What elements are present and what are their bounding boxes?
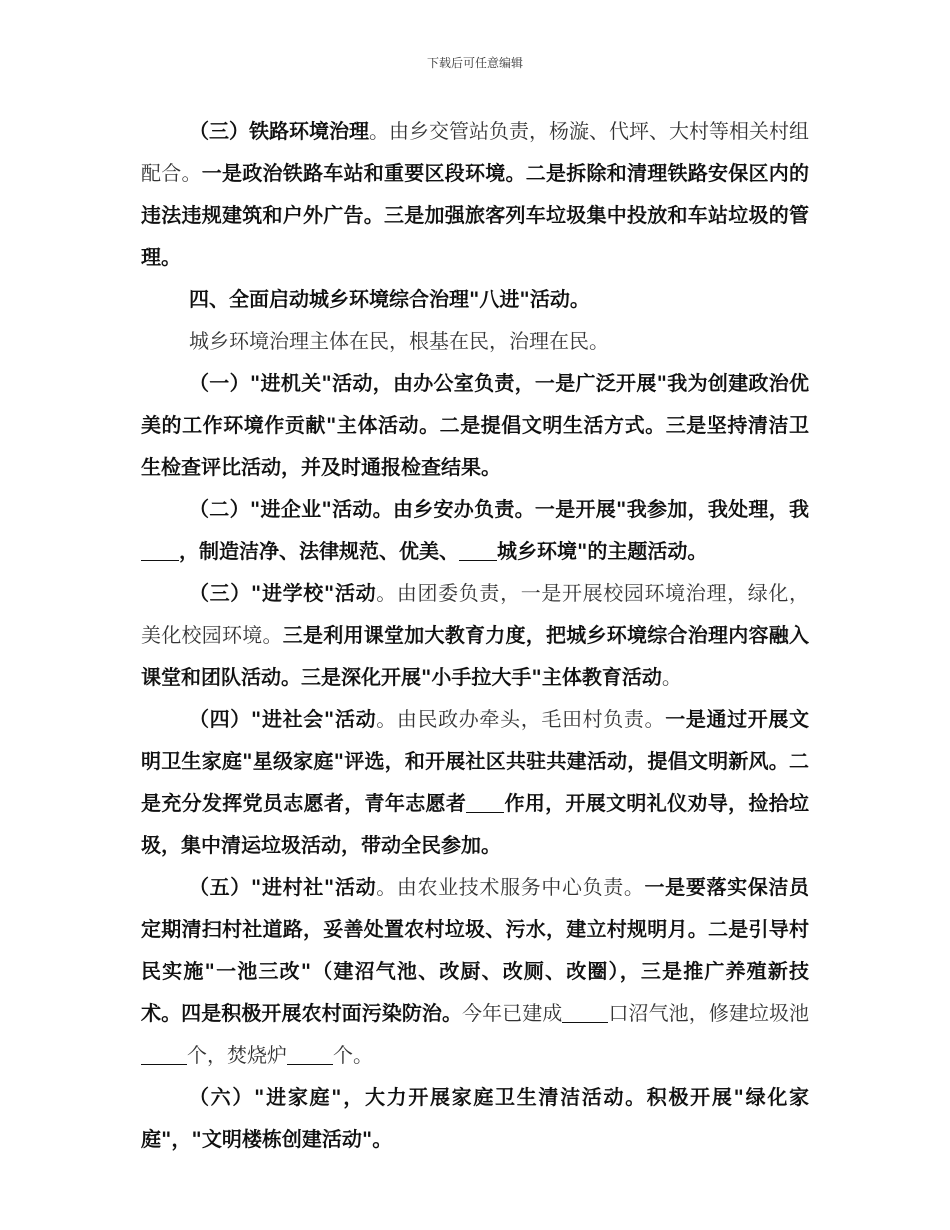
text-society-intro: 。由民政办牵头，毛田村负责。	[376, 707, 666, 731]
text-railway-intro: 。由乡交管站负责，杨漩、代坪、大村等相关村组配合。	[141, 119, 809, 185]
text-society-end: 作用，开展文明礼仪劝导，捡拾垃圾，集中清运垃圾活动，带动全民参加。	[141, 791, 810, 857]
document-body	[141, 110, 809, 1160]
page-header: 下载后可任意编辑	[426, 56, 523, 70]
paragraph-society	[141, 698, 809, 866]
heading-villages: （五）"进村社"活动	[189, 875, 377, 899]
text-railway-body: 一是政治铁路车站和重要区段环境。二是拆除和清理铁路安保区内的违法违规建筑和户外广告。三是加强旅客列车垃圾集中投放和车站垃圾的管理。	[141, 161, 809, 269]
text-enterprises-a: （二）"进企业"活动。由乡安办负责。一是开展"我参加，我处理，我	[189, 497, 809, 521]
text-villages-biogas: 口沼气池，修建垃圾池	[608, 1001, 810, 1025]
text-enterprises-b: ，制造洁净、法律规范、优美、	[179, 539, 459, 563]
text-villages-pits: 个，焚烧炉	[187, 1043, 287, 1067]
text-schools-end: 。	[661, 665, 682, 689]
fill-blank	[466, 792, 504, 813]
text-schools-body: 三是利用课堂加大教育力度，把城乡环境综合治理内容融入课堂和团队活动。三是深化开展"小手拉大手"主体教育活动	[141, 623, 809, 689]
text-villages-body: 一是要落实保洁员定期清扫村社道路，妥善处置农村垃圾、污水，建立村规明月。二是引导村民实施"一池三改"（建沼气池、改厨、改厕、改圈），三是推广养殖新技术。四是积极开展农村面污染防治。	[141, 875, 810, 1025]
section-heading-eight: 四、全面启动城乡环境综合治理"八进"活动。	[189, 287, 590, 311]
heading-schools: （三）"进学校"活动	[189, 581, 377, 605]
fill-blank	[141, 540, 179, 561]
text-schools-intro: 。由团委负责，一是开展校园环境治理，绿化，美化校园环境。	[141, 581, 810, 647]
fill-blank	[459, 540, 497, 561]
text-villages-intro: 。由农业技术服务中心负责。	[376, 875, 645, 899]
heading-society: （四）"进社会"活动	[189, 707, 377, 731]
paragraph-schools	[141, 572, 809, 698]
text-offices: （一）"进机关"活动，由办公室负责，一是广泛开展"我为创建政治优美的工作环境作贡献"主体活动。二是提倡文明生活方式。三是坚持清洁卫生检查评比活动，并及时通报检查结果。	[141, 371, 809, 479]
paragraph-enterprises	[141, 488, 809, 572]
paragraph-principle: 城乡环境治理主体在民，根基在民，治理在民。	[189, 329, 609, 353]
paragraph-villages	[141, 866, 809, 1076]
text-villages-built: 今年已建成	[462, 1001, 563, 1025]
fill-blank	[141, 1044, 187, 1065]
paragraph-families: （六）"进家庭"，大力开展家庭卫生清洁活动。积极开展"绿化家庭"，"文明楼栋创建活动"。	[141, 1085, 809, 1151]
paragraph-offices	[141, 362, 809, 488]
text-villages-incinerators: 个。	[333, 1043, 373, 1067]
text-society-body: 一是通过开展文明卫生家庭"星级家庭"评选，和开展社区共驻共建活动，提倡文明新风。二是充分发挥党员志愿者，青年志愿者	[141, 707, 810, 815]
fill-blank	[287, 1044, 333, 1065]
heading-railway: （三）铁路环境治理	[189, 119, 369, 143]
paragraph-railway	[141, 110, 809, 278]
fill-blank	[562, 1002, 608, 1023]
text-enterprises-c: 城乡环境"的主题活动。	[497, 539, 708, 563]
